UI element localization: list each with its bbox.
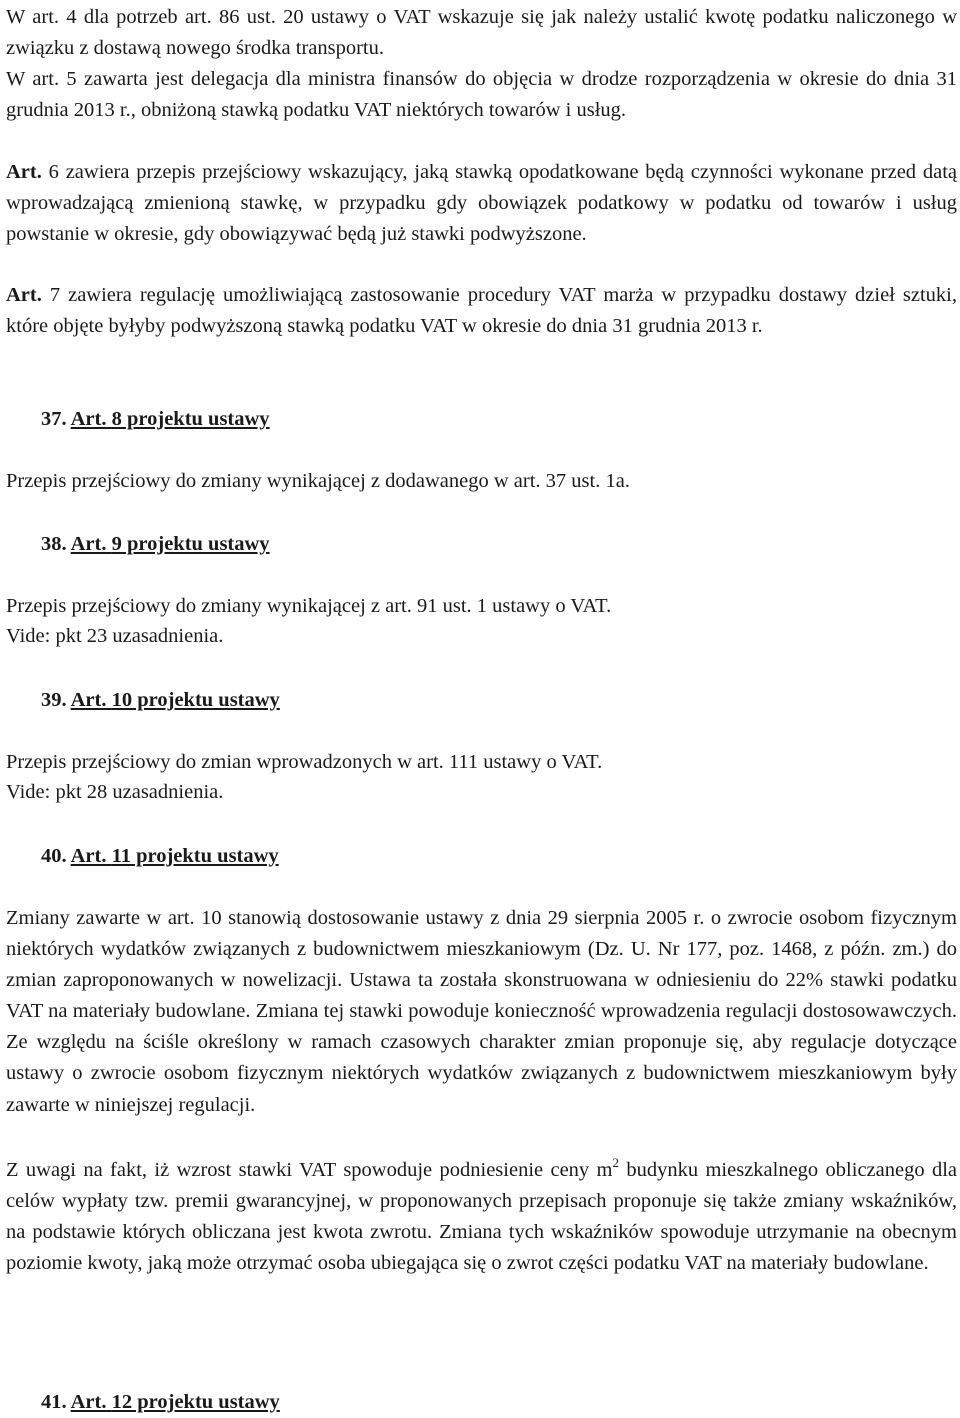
section-heading-39 (41, 685, 280, 716)
section-body-38-line1: Przepis przejściowy do zmiany wynikającej z art. 91 ust. 1 ustawy o VAT. (6, 595, 612, 617)
paragraph-text: Z uwagi na fakt, iż wzrost stawki VAT spowoduje podniesienie ceny m (6, 1159, 613, 1181)
section-body-37: Przepis przejściowy do zmiany wynikającej z dodawanego w art. 37 ust. 1a. (6, 470, 630, 492)
paragraph-art7 (6, 280, 957, 342)
section-body-38-line2: Vide: pkt 23 uzasadnienia. (6, 625, 224, 647)
paragraph-text: budynku mieszkalnego obliczanego dla celów wypłaty tzw. premii gwarancyjnej, w proponowanych przepisach proponuje się także zmiany wskaźników, na podstawie których obliczana jest kwota zwrotu. Zmiana tych wskaźników spowoduje utrzymanie na obecnym poziomie kwoty, jaką może otrzymać osoba ubiegająca się o zwrot części podatku VAT na materiały budowlane. (6, 1159, 957, 1275)
superscript: 2 (612, 1155, 619, 1170)
section-art: Art. (70, 845, 107, 867)
section-body-40-para2 (6, 1155, 957, 1279)
section-number: 39. (41, 689, 67, 711)
paragraph-art5: W art. 5 zawarta jest delegacja dla ministra finansów do objęcia w drodze rozporządzenia w okresie do dnia 31 grudnia 2013 r., obniżoną stawką podatku VAT niektórych towarów i usług. (6, 68, 957, 122)
section-number: 40. (41, 845, 67, 867)
art-label: Art. (6, 161, 42, 183)
section-title: 8 projektu ustawy (111, 408, 270, 430)
section-art: Art. (70, 689, 107, 711)
paragraph-text: 6 zawiera przepis przejściowy wskazujący, jaką stawką opodatkowane będą czynności wykonane przed datą wprowadzającą zmienioną stawkę, w przypadku gdy obowiązek podatkowy w podatku od towarów i usług powstanie w okresie, gdy obowiązywać będą już stawki podwyższone. (6, 161, 957, 246)
section-art: Art. (70, 533, 107, 555)
section-body-40-para1: Zmiany zawarte w art. 10 stanowią dostosowanie ustawy z dnia 29 sierpnia 2005 r. o zwrocie osobom fizycznym niektórych wydatków związanych z budownictwem mieszkaniowym (Dz. U. Nr 177, poz. 1468, z późn. zm.) do zmian zaproponowanych w nowelizacji. Ustawa ta została skonstruowana w odniesieniu do 22% stawki podatku VAT na materiały budowlane. Zmiana tej stawki powoduje konieczność wprowadzenia regulacji dostosowawczych. Ze względu na ściśle określony w ramach czasowych charakter zmian proponuje się, aby regulacje dotyczące ustawy o zwrocie osobom fizycznym niektórych wydatków związanych z budownictwem mieszkaniowym były zawarte w niniejszej regulacji. (6, 907, 957, 1116)
section-heading-38 (41, 529, 270, 560)
section-body-39-line1: Przepis przejściowy do zmian wprowadzonych w art. 111 ustawy o VAT. (6, 751, 603, 773)
paragraph-text: 7 zawiera regulację umożliwiającą zastosowanie procedury VAT marża w przypadku dostawy dzieł sztuki, które objęte byłyby podwyższoną stawką podatku VAT w okresie do dnia 31 grudnia 2013 r. (6, 284, 957, 338)
section-title: 12 projektu ustawy (111, 1391, 280, 1413)
section-art: Art. (70, 1391, 107, 1413)
section-title: 9 projektu ustawy (111, 533, 270, 555)
section-number: 38. (41, 533, 67, 555)
paragraph-art4: W art. 4 dla potrzeb art. 86 ust. 20 ustawy o VAT wskazuje się jak należy ustalić kwotę podatku naliczonego w związku z dostawą nowego środka transportu. (6, 6, 957, 60)
section-number: 37. (41, 408, 67, 430)
section-body-39-line2: Vide: pkt 28 uzasadnienia. (6, 781, 224, 803)
section-number: 41. (41, 1391, 67, 1413)
section-art: Art. (70, 408, 107, 430)
section-heading-40 (41, 841, 279, 872)
art-label: Art. (6, 284, 42, 306)
section-heading-41 (41, 1387, 280, 1418)
section-title: 11 projektu ustawy (111, 845, 279, 867)
section-heading-37 (41, 404, 270, 435)
section-title: 10 projektu ustawy (111, 689, 280, 711)
paragraph-art6 (6, 157, 957, 250)
